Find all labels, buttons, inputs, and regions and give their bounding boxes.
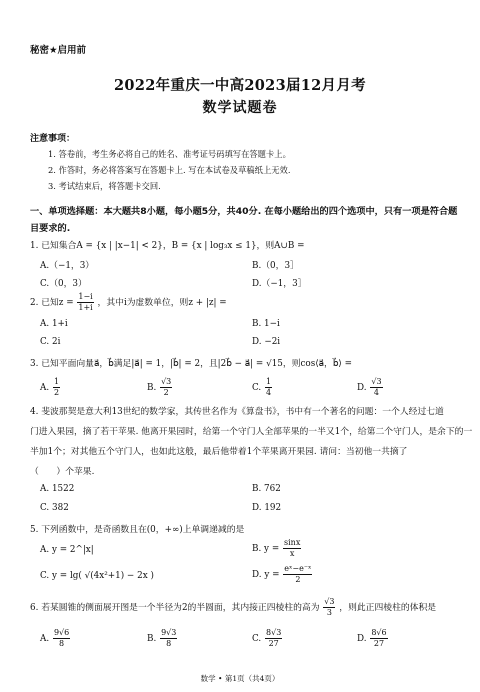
fraction-denominator: 1+i: [78, 303, 93, 312]
fraction-numerator: √3: [161, 377, 172, 386]
question-6-option-b: [147, 628, 178, 649]
exam-title: 2022年重庆一中高2023届12月月考: [114, 77, 366, 94]
notice-item: 1. 答卷前，考生务必将自己的姓名、准考证号码填写在答题卡上。: [48, 149, 291, 159]
fraction-denominator: 3: [326, 608, 332, 617]
notice-item: 3. 考试结束后，将答题卡交回.: [48, 181, 161, 191]
fraction-denominator: 4: [266, 388, 272, 397]
question-4-stem-line: （ ）个苹果.: [30, 467, 95, 477]
question-1-option-a: A.（−1，3）: [40, 261, 95, 271]
question-2-option-c: C. 2i: [40, 337, 61, 347]
option-fraction: [53, 377, 60, 398]
option-label: D.: [357, 634, 367, 644]
fraction-numerator: 1: [53, 377, 60, 386]
question-3-stem: 3. 已知平面向量a⃗，b⃗满足|a⃗| = 1，|b⃗| = 2，且|2b⃗ − a⃗| = √15，则cos⟨a⃗，b⃗⟩ =: [30, 359, 353, 369]
fraction-numerator: sinx: [284, 538, 301, 547]
question-2-fraction: [77, 292, 93, 313]
question-6-option-d: [357, 628, 389, 649]
option-label: C.: [252, 383, 262, 393]
option-fraction: [370, 628, 387, 649]
page-footer: 数学 • 第1页（共4页）: [200, 674, 280, 683]
fraction-numerator: 8√6: [371, 628, 387, 637]
question-3-option-b: [147, 377, 173, 398]
section-heading: 一、单项选择题：本大题共8小题，每小题5分，共40分. 在每小题给出的四个选项中，只有一项是符合题: [30, 206, 458, 217]
notice-item: 2. 作答时，务必将答案写在答题卡上. 写在本试卷及草稿纸上无效.: [48, 165, 291, 175]
fraction-numerator: 8√3: [266, 628, 282, 637]
option-label: C.: [252, 634, 262, 644]
confidential-label: 秘密★启用前: [30, 45, 87, 56]
option-label: B. y =: [252, 544, 280, 554]
question-5-option-c: C. y = lg( √(4x²+1) − 2x ): [40, 571, 154, 581]
question-4-option-c: C. 382: [40, 503, 69, 513]
question-4-option-a: A. 1522: [40, 484, 75, 494]
option-label: B.: [147, 383, 157, 393]
option-label: D. y =: [252, 570, 280, 580]
question-2-option-a: A. 1+i: [40, 319, 68, 329]
question-5-stem: 5. 下列函数中，是奇函数且在(0，+∞)上单调递减的是: [30, 525, 245, 535]
question-3-option-a: [40, 377, 61, 398]
question-6-stem-pre: 6. 若某圆锥的侧面展开图是一个半径为2的半圆面，其内接正四棱柱的高为: [30, 603, 320, 613]
fraction-denominator: 8: [166, 639, 172, 648]
question-5-option-b: [252, 538, 302, 559]
option-label: A.: [40, 383, 50, 393]
question-4-option-b: B. 762: [252, 484, 281, 494]
fraction-denominator: 2: [295, 575, 301, 584]
option-label: A.: [40, 634, 50, 644]
fraction-denominator: 2: [163, 388, 169, 397]
option-fraction: [265, 628, 282, 649]
option-fraction: [283, 538, 301, 559]
notice-heading: 注意事项：: [30, 134, 76, 144]
question-2-stem: [30, 292, 227, 313]
question-4-stem-line: 门进入果园，摘了若干苹果. 他离开果园时，给第一个守门人全部苹果的一半又1个，给第二个守门人，是余下的一: [30, 427, 473, 437]
fraction-denominator: 8: [59, 639, 65, 648]
question-3-option-d: [357, 377, 384, 398]
question-1-option-d: D.（−1，3］: [252, 279, 307, 289]
question-6-option-a: [40, 628, 71, 649]
option-fraction: [160, 628, 177, 649]
question-2-stem-pre: 2. 已知z =: [30, 298, 74, 308]
question-2-stem-post: ，其中i为虚数单位，则z + |z| =: [97, 298, 227, 308]
fraction-denominator: x: [289, 549, 295, 558]
option-fraction: [53, 628, 70, 649]
fraction-numerator: 1−i: [78, 292, 93, 301]
fraction-numerator: 9√3: [161, 628, 177, 637]
fraction-denominator: 27: [268, 639, 279, 648]
question-1-option-b: B.（0，3］: [252, 261, 299, 271]
question-4-stem-line: 4. 斐波那契是意大利13世纪的数学家，其传世名作为《算盘书》，书中有一个著名的问题：一个人经过七道: [30, 407, 444, 417]
fraction-denominator: 2: [53, 388, 60, 397]
option-label: D.: [357, 383, 367, 393]
option-fraction: [283, 564, 312, 585]
question-6-stem: [30, 597, 436, 618]
fraction-denominator: 27: [373, 639, 385, 648]
exam-subtitle: 数学试题卷: [202, 100, 278, 116]
option-label: B.: [147, 634, 157, 644]
question-4-stem-line: 半加1个；对其他五个守门人，也如此这般，最后他带着1个苹果离开果园. 请问：当初他一共摘了: [30, 447, 408, 457]
question-6-fraction: [323, 597, 335, 618]
fraction-numerator: √3: [371, 377, 382, 386]
question-5-option-d: [252, 564, 313, 585]
question-6-option-c: [252, 628, 283, 649]
option-fraction: [265, 377, 272, 398]
option-fraction: [160, 377, 172, 398]
fraction-denominator: 4: [373, 388, 379, 397]
question-2-option-d: D. −2i: [252, 337, 281, 347]
option-fraction: [370, 377, 382, 398]
question-3-option-c: [252, 377, 273, 398]
question-6-stem-post: ，则此正四棱柱的体积是: [339, 603, 437, 613]
section-heading-cont: 目要求的.: [30, 223, 71, 234]
fraction-numerator: 9√6: [53, 628, 70, 637]
fraction-numerator: √3: [324, 597, 335, 606]
fraction-numerator: 1: [266, 377, 272, 386]
question-4-option-d: D. 192: [252, 503, 282, 513]
question-1-option-c: C.（0，3）: [40, 279, 87, 289]
question-2-option-b: B. 1−i: [252, 319, 280, 329]
question-5-option-a: A. y = 2^|x|: [40, 545, 94, 555]
question-1-stem: 1. 已知集合A = {x | |x−1| < 2}，B = {x | log₃x ≤ 1}，则A∪B =: [30, 241, 305, 251]
fraction-numerator: eˣ−e⁻ˣ: [284, 564, 312, 573]
